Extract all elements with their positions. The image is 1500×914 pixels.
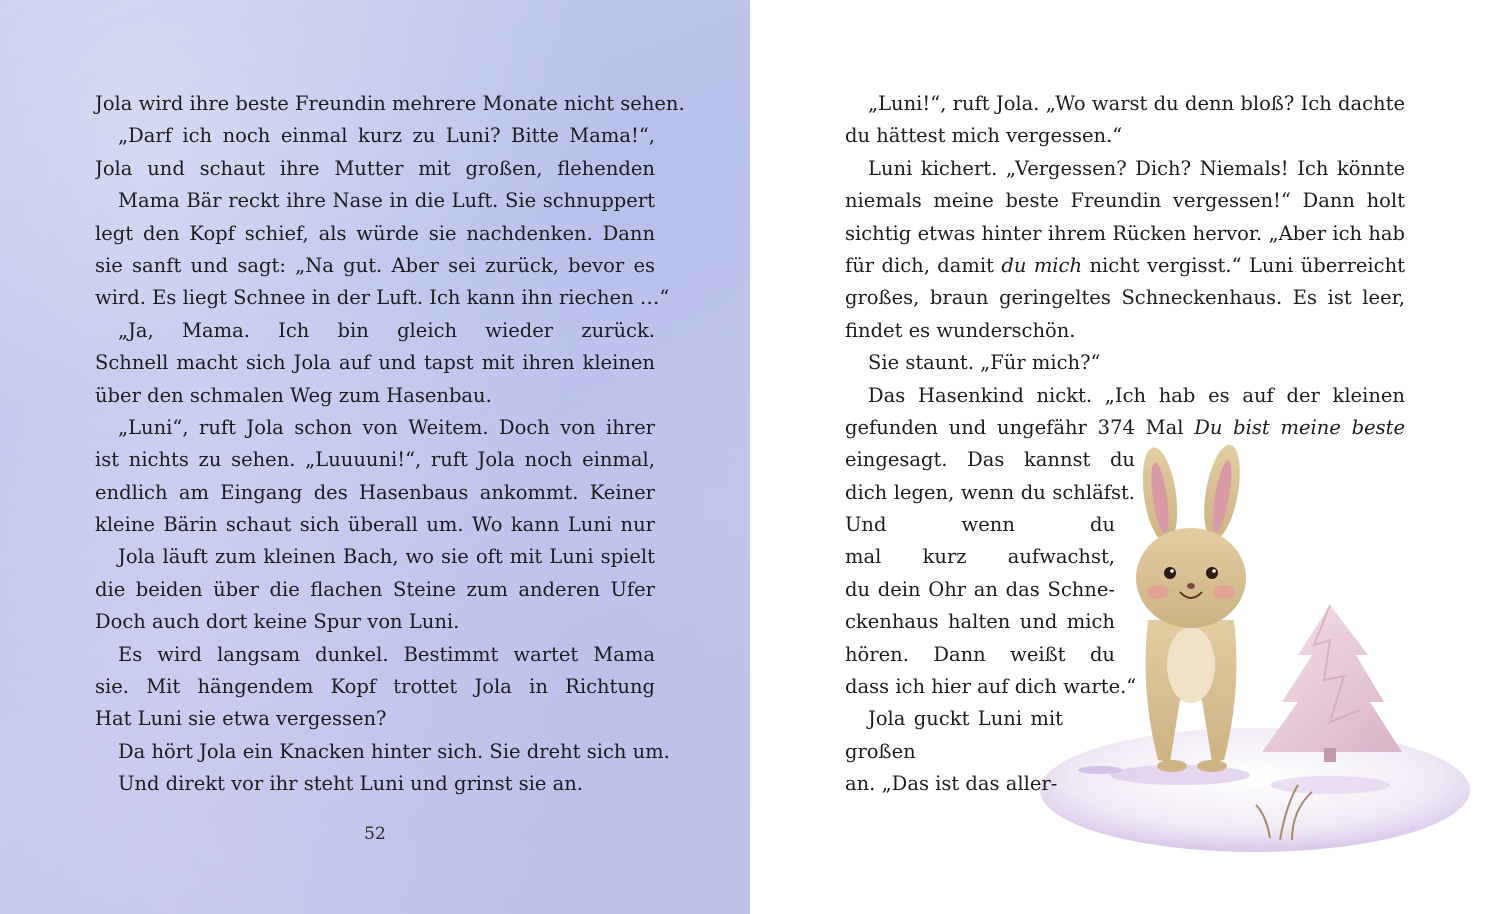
text-line: Mama Bär reckt ihre Nase in die Luft. Sie schnuppert bbox=[118, 189, 655, 213]
text-line: kleine Bärin schaut sich überall um. Wo kann Luni nur bbox=[95, 513, 655, 537]
text-line: „Luni!“, ruft Jola. „Wo warst du denn bloß? Ich dachte bbox=[868, 92, 1405, 115]
text-line: Es wird langsam dunkel. Bestimmt wartet Mama bbox=[118, 642, 655, 666]
text-segment: für dich, damit bbox=[845, 253, 994, 277]
text-line: die beiden über die flachen Steine zum anderen Ufer bbox=[95, 577, 655, 601]
text-line: Doch auch dort keine Spur von Luni. bbox=[95, 610, 460, 634]
text-line: wird. Es liegt Schnee in der Luft. Ich kann ihn riechen …“ bbox=[95, 286, 670, 310]
text-line: Luni kichert. „Vergessen? Dich? Niemals! Ich könnte bbox=[868, 156, 1405, 180]
text-line: Und wenn du bbox=[845, 513, 1115, 537]
text-line: sie. Mit hängendem Kopf trottet Jola in Richtung bbox=[95, 675, 655, 699]
text-line: legt den Kopf schief, als würde sie nachdenken. Dann bbox=[95, 221, 655, 245]
text-line: an. „Das ist das aller- bbox=[845, 772, 1058, 796]
text-line: „Ja, Mama. Ich bin gleich wieder zurück. bbox=[118, 318, 655, 342]
text-line: großen bbox=[845, 739, 916, 763]
text-line: mal kurz aufwachst, bbox=[845, 545, 1115, 569]
text-line bbox=[845, 250, 1405, 282]
text-line: Sie staunt. „Für mich?“ bbox=[868, 351, 1101, 375]
text-line: Jola läuft zum kleinen Bach, wo sie oft mit Luni spielt bbox=[118, 545, 655, 569]
italic-text: Du bist meine beste bbox=[1194, 415, 1405, 439]
text-segment: nicht vergisst.“ Luni überreicht bbox=[1089, 253, 1405, 277]
text-line: über den schmalen Weg zum Hasenbau. bbox=[95, 383, 492, 407]
page-number: 52 bbox=[364, 824, 386, 844]
text-line: Schnell macht sich Jola auf und tapst mit ihren kleinen bbox=[95, 351, 655, 375]
text-line bbox=[845, 412, 1405, 444]
right-page-text bbox=[845, 88, 1405, 801]
text-line: „Luni“, ruft Jola schon von Weitem. Doch von ihrer bbox=[118, 415, 655, 439]
text-line: du dein Ohr an das Schne- bbox=[845, 577, 1115, 601]
text-line: Jola guckt Luni mit bbox=[868, 707, 1063, 731]
text-line: eingesagt. Das kannst du bbox=[845, 448, 1135, 472]
text-line: „Darf ich noch einmal kurz zu Luni? Bitte Mama!“, bbox=[118, 124, 655, 148]
text-line: Und direkt vor ihr steht Luni und grinst sie an. bbox=[118, 772, 583, 796]
text-line: ist nichts zu sehen. „Luuuuni!“, ruft Jola noch einmal, bbox=[95, 448, 655, 472]
text-line: Jola wird ihre beste Freundin mehrere Monate nicht sehen. bbox=[95, 92, 685, 115]
text-segment: gefunden und ungefähr 374 Mal bbox=[845, 415, 1184, 439]
text-line: dass ich hier auf dich warte.“ bbox=[845, 675, 1137, 699]
text-line: du hättest mich vergessen.“ bbox=[845, 124, 1123, 148]
text-line: niemals meine beste Freundin vergessen!“ Dann holt bbox=[845, 189, 1405, 213]
left-page-text bbox=[95, 88, 685, 801]
text-line: hören. Dann weißt du bbox=[845, 642, 1115, 666]
text-line: endlich am Eingang des Hasenbaus ankommt. Keiner bbox=[95, 480, 655, 504]
italic-text: du mich bbox=[1001, 253, 1083, 277]
text-line: sichtig etwas hinter ihrem Rücken hervor. „Aber ich hab bbox=[845, 221, 1405, 245]
text-line: Da hört Jola ein Knacken hinter sich. Sie dreht sich um. bbox=[118, 739, 670, 763]
text-line: Jola und schaut ihre Mutter mit großen, flehenden bbox=[95, 156, 655, 180]
text-line: Hat Luni sie etwa vergessen? bbox=[95, 707, 387, 731]
text-line: sie sanft und sagt: „Na gut. Aber sei zurück, bevor es bbox=[95, 253, 655, 277]
text-line: ckenhaus halten und mich bbox=[845, 610, 1115, 634]
text-line: dich legen, wenn du schläfst. bbox=[845, 480, 1135, 504]
text-line: großes, braun geringeltes Schneckenhaus. Es ist leer, bbox=[845, 286, 1405, 310]
text-line: Das Hasenkind nickt. „Ich hab es auf der kleinen bbox=[868, 383, 1405, 407]
text-line: findet es wunderschön. bbox=[845, 318, 1076, 342]
